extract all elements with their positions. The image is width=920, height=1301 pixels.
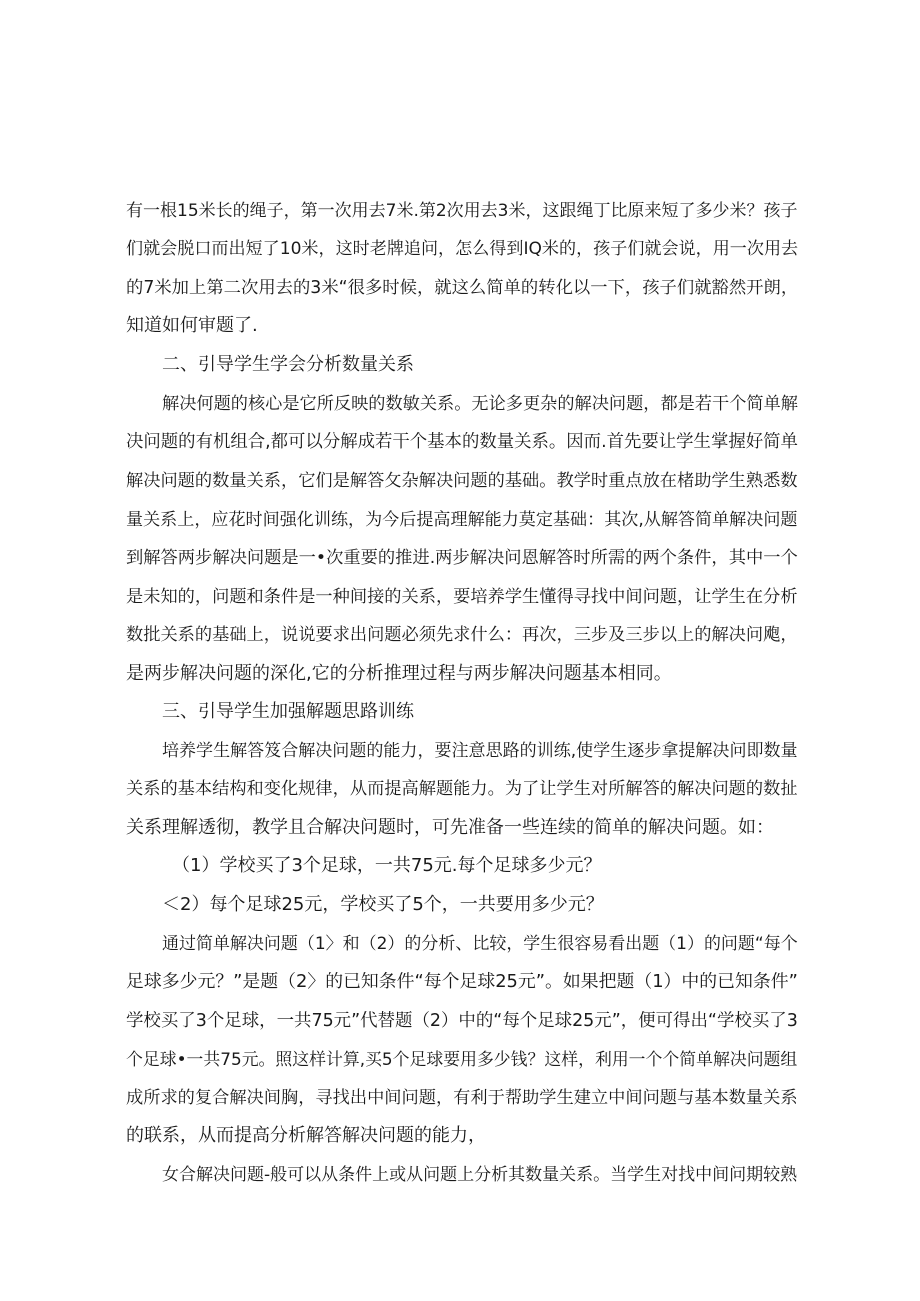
text-line: 女合解决问题-般可以从条件上或从问题上分析其数量关系。当学生对找中间问期较熟 <box>162 1165 798 1185</box>
text-line: 决问题的有机组合,都可以分解成若干个基本的数量关系。因而.首先要让学生掌握好简单 <box>126 432 798 452</box>
text-line: 成所求的复合解决间胸，寻找出中间问题，有利于帮助学生建立中间问题与基本数量关系 <box>126 1088 798 1108</box>
text-line: 的7米加上第二次用去的3米“很多时候，就这么简单的转化以一下，孩子们就豁然开朗， <box>126 278 799 298</box>
text-line: 数批关系的基础上，说说要求出问题必须先求什么：再次，三步及三步以上的解决问飑， <box>126 625 798 645</box>
text-line: 个足球•一共75元。照这样计算,买5个足球要用多少钱？这样，利用一个个简单解决问题组 <box>126 1049 798 1069</box>
text-line: 足球多少元？”是题（2〉的已知条件“每个足球25元”。如果把题（1）中的已知条件” <box>126 971 798 992</box>
text-line: 关系的基本结构和变化规律，从而提高解题能力。为了让学生对所解答的解决问题的数扯 <box>126 779 798 799</box>
text-line: 们就会脱口而出短了10米，这时老牌追问，怎么得到IQ米的，孩子们就会说，用一次用去 <box>126 239 799 259</box>
example-item: （1）学校买了3个足球，一共75元.每个足球多少元？ <box>172 855 602 876</box>
text-line: 培养学生解答笈合解决问题的能力，要注意思路的训练,使学生逐步拿提解决问即数量 <box>162 741 798 761</box>
text-line: 解决问题的数量关系，它们是解答攵杂解决问题的基础。教学时重点放在楮助学生熟悉数 <box>126 471 798 491</box>
text-line: 量关系上，应花时间强化训练，为今后提高理解能力莫定基础：其次,从解答简单解决问题 <box>126 510 798 530</box>
text-line: 解决何题的核心是它所反映的数敏关系。无论多更杂的解决问题，都是若干个简单解 <box>162 394 798 414</box>
text-line: 是未知的，问题和条件是一种间接的关系，要培养学生懂得寻找中间问题，让学生在分析 <box>126 587 798 607</box>
section-heading: 二、引导学生学会分析数量关系 <box>162 354 414 375</box>
text-line: 是两步解决问题的深化,它的分析推理过程与两步解决问题基本相同。 <box>126 663 672 684</box>
text-line: 有一根15米长的绳子，第一次用去7米.第2次用去3米，这跟绳丁比原来短了多少米？孩子 <box>126 201 798 221</box>
text-line: 到解答两步解决问题是一•次重要的推进.两步解决问恩解答时所需的两个条件，其中一个 <box>126 548 798 568</box>
text-line: 的联系，从而提高分析解答解决问题的能力， <box>126 1125 486 1146</box>
text-line: 通过简单解决问题（1〉和（2）的分析、比较，学生很容易看出题（1）的问题“每个 <box>162 934 798 954</box>
text-line: 学校买了3个足球，一共75元”代替题（2）中的“每个足球25元”，便可得出“学校买了3 <box>126 1011 798 1031</box>
example-item: ＜2）每个足球25元，学校买了5个，一共要用多少元？ <box>162 894 604 915</box>
text-line: 关系理解透彻，教学且合解决问题时，可先准备一些连续的简单的解决问题。如： <box>126 817 774 838</box>
section-heading: 三、引导学生加强解题思路训练 <box>162 701 414 722</box>
text-line: 知道如何审题了. <box>126 315 258 336</box>
